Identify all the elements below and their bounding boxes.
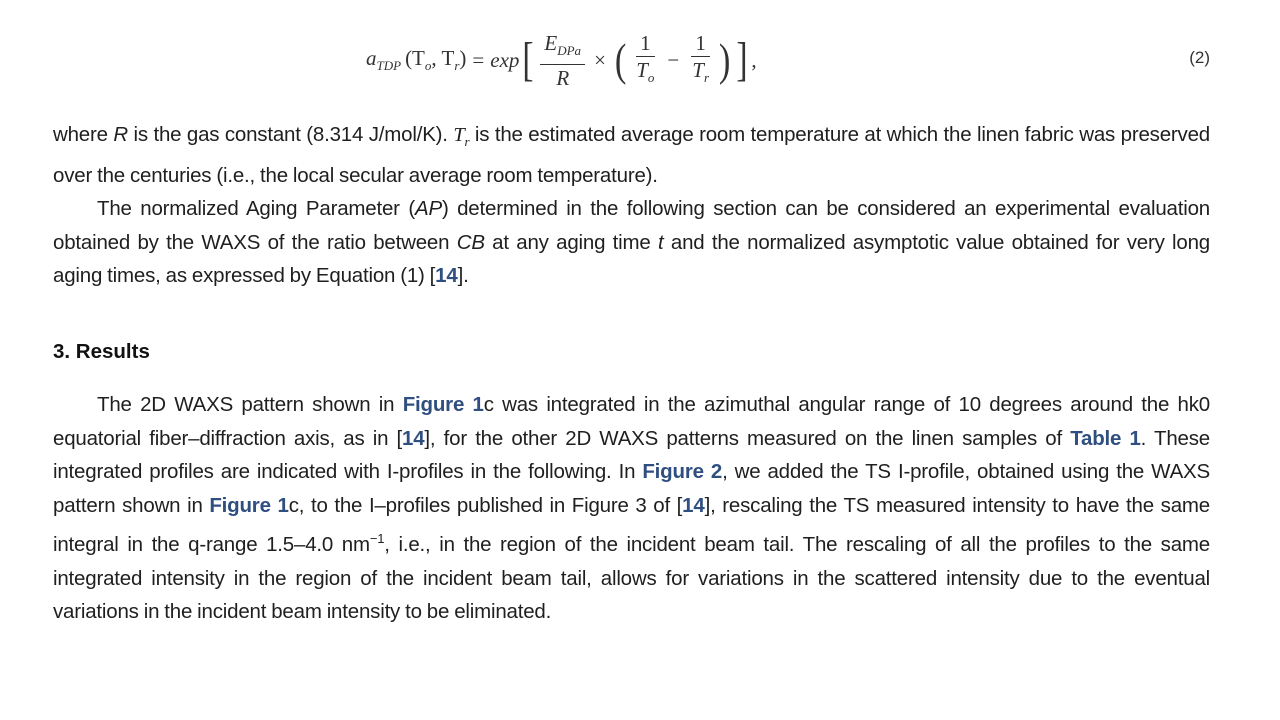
eq-frac-activation: $\frac{E_{DPa}}{R}$ bbox=[540, 32, 585, 89]
eq-paren-close: ) bbox=[718, 34, 731, 85]
equation-body bbox=[366, 28, 757, 92]
paragraph-gas-constant: where R is the gas constant (8.314 J/mol/K). $T_r$ is the estimated average room temperature at which the linen fabric was preserved over the centuries (i.e., the local secular average room temperature). bbox=[53, 123, 1210, 187]
figure-1-link[interactable]: Figure 1 bbox=[209, 493, 289, 517]
eq-times: × bbox=[594, 47, 606, 72]
eq-lhs: $a_{TDP}$ bbox=[366, 46, 402, 73]
paragraph-aging-parameter: The normalized Aging Parameter (AP) determined in the following section can be considered an experimental evaluation obtained by the WAXS of the ratio between CB at any aging time t and the normalized asymptotic value obtained for very long aging times, as expressed by Equation (1) [14]. bbox=[53, 197, 1211, 288]
text-block-results bbox=[53, 388, 1210, 629]
paragraph-results: The 2D WAXS pattern shown in Figure 1c was integrated in the azimuthal angular range of 10 degrees around the hk0 equatorial fiber–diffraction axis, as in [14], for the other 2D WAXS patterns measured on the linen samples of Table 1. These integrated profiles are indicated with I-profiles in the following. In Figure 2, we added the TS I-profile, obtained using the WAXS pattern shown in Figure 1c, to the I–profiles published in Figure 3 of [14], rescaling the TS measured intensity to have the same integral in the q-range 1.5–4.0 $nm^{-1}$, i.e., in the region of the incident beam tail. The rescaling of all the profiles to the same integrated intensity in the region of the incident beam tail, allows for variations in the scattered intensity due to the eventual variations in the incident beam intensity to be eliminated. bbox=[53, 393, 1210, 624]
eq-paren-open: ( bbox=[614, 34, 627, 85]
figure-1-link[interactable]: Figure 1 bbox=[402, 393, 484, 416]
eq-minus: − bbox=[667, 47, 680, 72]
eq-bracket-close: ] bbox=[736, 33, 748, 86]
reference-link-14[interactable]: 14 bbox=[682, 493, 705, 517]
equation-number: (2) bbox=[1189, 48, 1210, 67]
eq-frac-inv-tr: $\frac{1}{T_r}$ bbox=[692, 30, 710, 85]
eq-bracket-open: [ bbox=[522, 33, 534, 86]
section-heading-results: 3. Results bbox=[53, 340, 150, 363]
reference-link-14[interactable]: 14 bbox=[402, 426, 425, 450]
text-block-methods bbox=[53, 118, 1210, 293]
figure-2-link[interactable]: Figure 2 bbox=[642, 460, 723, 484]
reference-link-14[interactable]: 14 bbox=[435, 264, 458, 288]
eq-equals: = bbox=[472, 47, 485, 72]
eq-exp: exp bbox=[490, 47, 520, 72]
table-1-link[interactable]: Table 1 bbox=[1070, 426, 1141, 450]
eq-trailing-comma: , bbox=[751, 47, 757, 72]
eq-frac-inv-to: $\frac{1}{T_o}$ bbox=[636, 30, 655, 85]
equation-2 bbox=[0, 28, 1280, 92]
eq-args: ($T_o$, $T_r$) bbox=[405, 46, 467, 73]
